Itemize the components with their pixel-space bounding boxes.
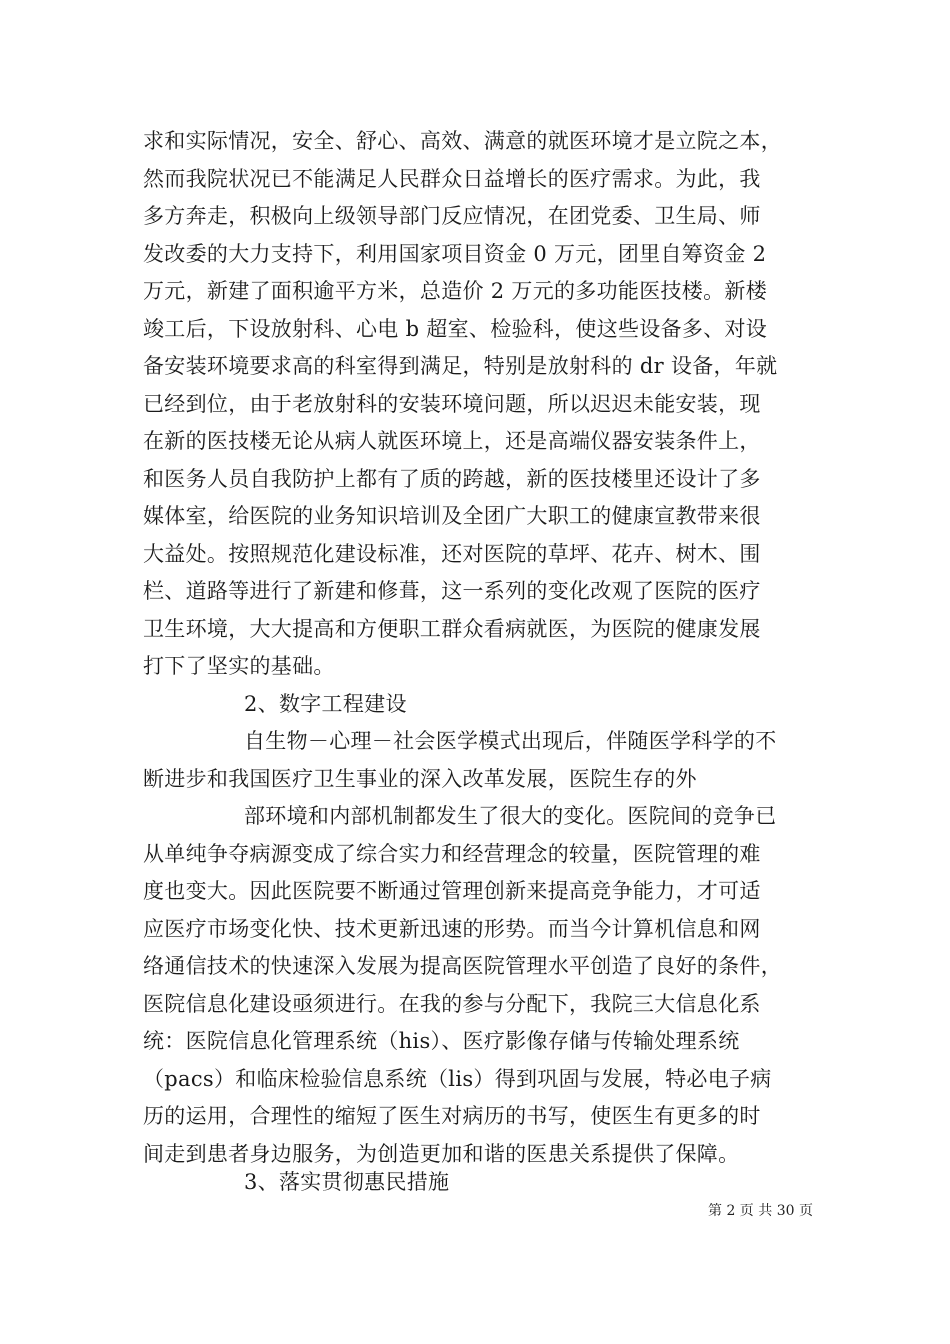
text-line: 自生物－心理－社会医学模式出现后，伴随医学科学的不 bbox=[244, 729, 777, 753]
text-line: 医院信息化建设亟须进行。在我的参与分配下，我院三大信息化系 bbox=[143, 992, 761, 1016]
text-line: 栏、道路等进行了新建和修葺，这一系列的变化改观了医院的医疗 bbox=[143, 579, 761, 603]
text-line: 备安装环境要求高的科室得到满足，特别是放射科的 dr 设备，年就 bbox=[143, 354, 778, 378]
text-line: 在新的医技楼无论从病人就医环境上，还是高端仪器安装条件上， bbox=[143, 429, 761, 453]
text-line: 求和实际情况，安全、舒心、高效、满意的就医环境才是立院之本， bbox=[143, 129, 782, 153]
text-line: 断进步和我国医疗卫生事业的深入改革发展，医院生存的外 bbox=[143, 767, 697, 791]
text-line: 从单纯争夺病源变成了综合实力和经营理念的较量，医院管理的难 bbox=[143, 842, 761, 866]
section-heading: 2、数字工程建设 bbox=[244, 692, 407, 716]
text-line: 竣工后，下设放射科、心电 b 超室、检验科，使这些设备多、对设 bbox=[143, 317, 768, 341]
text-line: 多方奔走，积极向上级领导部门反应情况，在团党委、卫生局、师 bbox=[143, 204, 761, 228]
text-line: 度也变大。因此医院要不断通过管理创新来提高竞争能力，才可适 bbox=[143, 879, 761, 903]
text-line: 统：医院信息化管理系统（his）、医疗影像存储与传输处理系统 bbox=[143, 1029, 740, 1053]
text-line: （pacs）和临床检验信息系统（lis）得到巩固与发展，特必电子病 bbox=[143, 1067, 772, 1091]
text-line: 应医疗市场变化快、技术更新迅速的形势。而当今计算机信息和网 bbox=[143, 917, 761, 941]
text-line: 然而我院状况已不能满足人民群众日益增长的医疗需求。为此，我 bbox=[143, 167, 761, 191]
text-line: 卫生环境，大大提高和方便职工群众看病就医，为医院的健康发展 bbox=[143, 617, 761, 641]
text-line: 打下了坚实的基础。 bbox=[143, 654, 335, 678]
text-line: 历的运用，合理性的缩短了医生对病历的书写，使医生有更多的时 bbox=[143, 1104, 761, 1128]
text-line: 和医务人员自我防护上都有了质的跨越，新的医技楼里还设计了多 bbox=[143, 467, 761, 491]
text-line: 媒体室，给医院的业务知识培训及全团广大职工的健康宣教带来很 bbox=[143, 504, 761, 528]
text-line: 间走到患者身边服务，为创造更加和谐的医患关系提供了保障。 bbox=[143, 1142, 740, 1166]
page-number-footer: 第 2 页 共 30 页 bbox=[708, 1203, 813, 1219]
text-line: 发改委的大力支持下，利用国家项目资金 0 万元，团里自筹资金 2 bbox=[143, 242, 767, 266]
section-heading: 3、落实贯彻惠民措施 bbox=[244, 1170, 450, 1194]
text-line: 已经到位，由于老放射科的安装环境问题，所以迟迟未能安装，现 bbox=[143, 392, 761, 416]
text-line: 部环境和内部机制都发生了很大的变化。医院间的竞争已 bbox=[244, 804, 777, 828]
text-line: 大益处。按照规范化建设标准，还对医院的草坪、花卉、树木、围 bbox=[143, 542, 761, 566]
text-line: 络通信技术的快速深入发展为提高医院管理水平创造了良好的条件， bbox=[143, 954, 782, 978]
text-line: 万元，新建了面积逾平方米，总造价 2 万元的多功能医技楼。新楼 bbox=[143, 279, 768, 303]
